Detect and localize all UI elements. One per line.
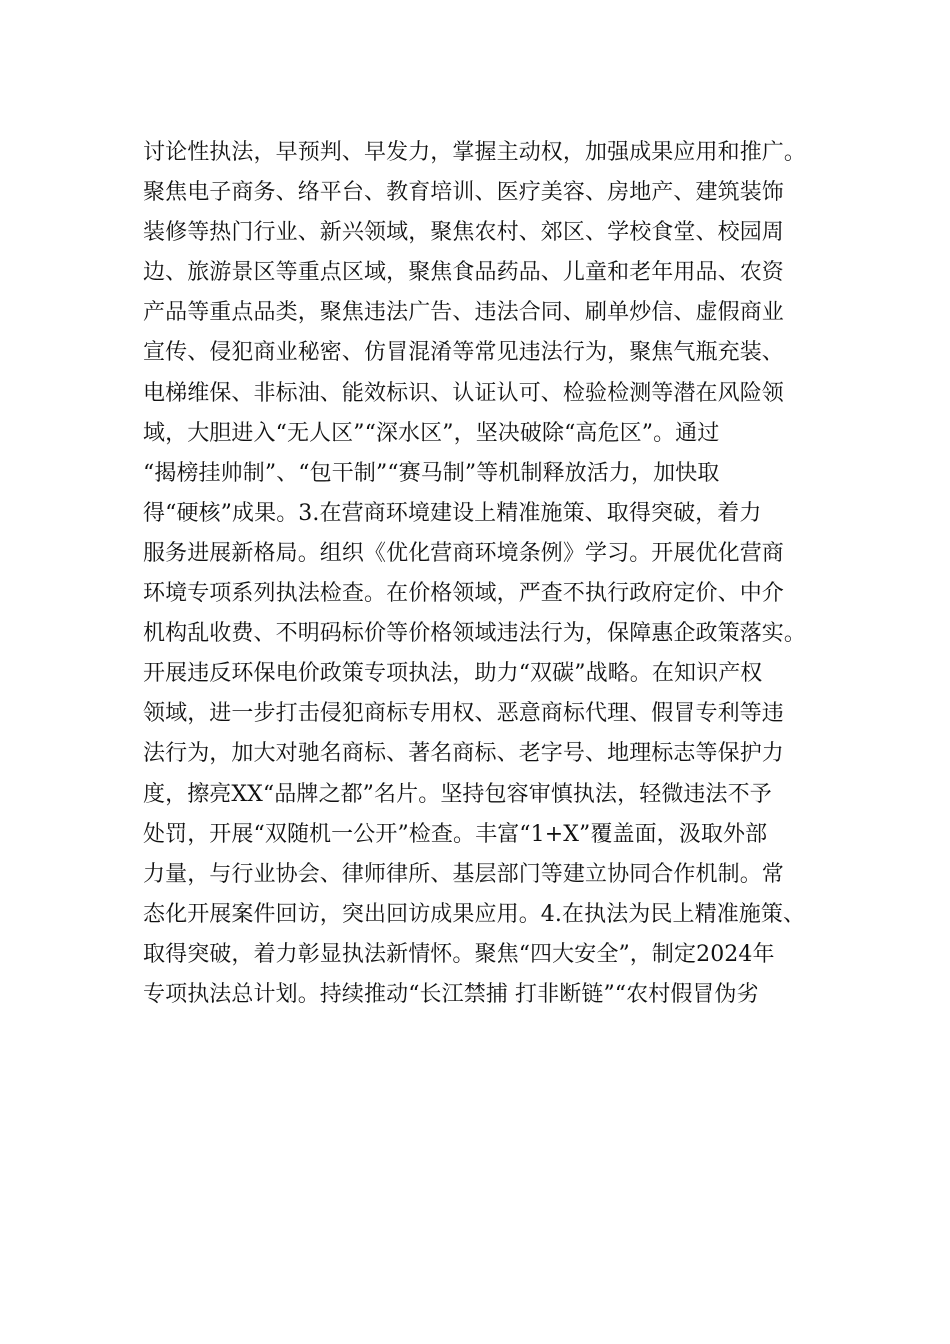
text-line: 电梯维保、非标油、能效标识、认证认可、检验检测等潜在风险领 [143,380,784,406]
text-line: 环境专项系列执法检查。在价格领域，严查不执行政府定价、中介 [143,581,784,607]
text-line: 得“硬核”成果。3.在营商环境建设上精准施策、取得突破，着力 [143,500,762,526]
text-line: 取得突破，着力彰显执法新情怀。聚焦“四大安全”，制定2024年 [143,941,775,967]
text-line: 边、旅游景区等重点区域，聚焦食品药品、儿童和老年用品、农资 [143,260,784,286]
text-line: 专项执法总计划。持续推动“长江禁捕 打非断链”“农村假冒伪劣 [143,981,759,1007]
text-line: 域，大胆进入“无人区”“深水区”，坚决破除“高危区”。通过 [143,420,720,446]
text-line: “揭榜挂帅制”、“包干制”“赛马制”等机制释放活力，加快取 [143,460,720,486]
body-paragraph [143,133,833,1015]
text-line: 法行为，加大对驰名商标、著名商标、老字号、地理标志等保护力 [143,741,784,767]
text-line: 态化开展案件回访，突出回访成果应用。4.在执法为民上精准施策、 [143,901,806,927]
text-line: 讨论性执法，早预判、早发力，掌握主动权，加强成果应用和推广。 [143,140,807,165]
text-line: 产品等重点品类，聚焦违法广告、违法合同、刷单炒信、虚假商业 [143,300,784,326]
text-line: 度，擦亮XX“品牌之都”名片。坚持包容审慎执法，轻微违法不予 [143,781,772,807]
text-line: 领域，进一步打击侵犯商标专用权、恶意商标代理、假冒专利等违 [143,701,784,727]
text-line: 力量，与行业协会、律师律所、基层部门等建立协同合作机制。常 [143,861,784,887]
text-line: 机构乱收费、不明码标价等价格领域违法行为，保障惠企政策落实。 [143,621,807,647]
text-line: 宣传、侵犯商业秘密、仿冒混淆等常见违法行为，聚焦气瓶充装、 [143,340,784,366]
text-line: 聚焦电子商务、络平台、教育培训、医疗美容、房地产、建筑装饰 [143,180,784,206]
text-line: 装修等热门行业、新兴领域，聚焦农村、郊区、学校食堂、校园周 [143,220,784,246]
text-line: 开展违反环保电价政策专项执法，助力“双碳”战略。在知识产权 [143,661,763,687]
text-line: 处罚，开展“双随机一公开”检查。丰富“1+X”覆盖面，汲取外部 [143,821,768,847]
text-line: 服务进展新格局。组织《优化营商环境条例》学习。开展优化营商 [143,540,784,566]
